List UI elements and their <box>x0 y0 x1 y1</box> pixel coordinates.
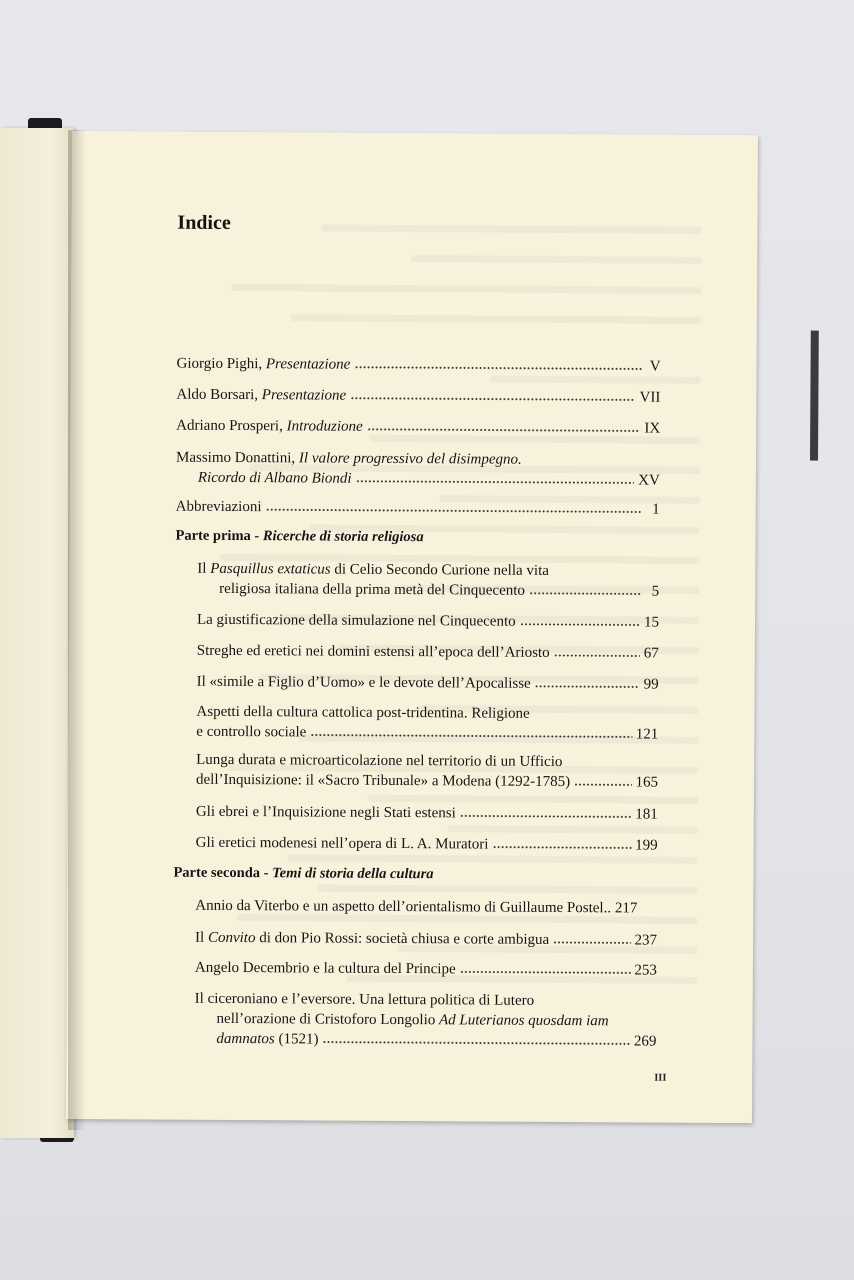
dot-leader <box>310 724 632 738</box>
toc-entry[interactable] <box>196 802 658 825</box>
entry-author: Massimo Donattini, <box>175 449 296 467</box>
toc-entry[interactable] <box>177 354 661 377</box>
entry-title: Il «simile a Figlio d’Uomo» e le devote dell’Apocalisse <box>196 673 531 692</box>
entry-title-continued: nell’orazione di Cristoforo Longolio Ad Luterianos quosdam iam <box>216 1010 609 1030</box>
entry-title-continued: Ricordo di Albano Biondi <box>197 469 352 487</box>
entry-title: Angelo Decembrio e la cultura del Principe <box>194 959 456 978</box>
dot-leader <box>350 388 635 402</box>
dot-leader <box>356 471 635 485</box>
toc-entry[interactable] <box>196 833 658 856</box>
entry-title: Introduzione <box>286 418 363 435</box>
part-label: Parte prima - <box>175 527 263 545</box>
dot-leader <box>520 614 640 627</box>
page-number: 15 <box>643 614 660 631</box>
entry-title: Il Convito di don Pio Rossi: società chiusa e corte ambigua <box>195 929 550 948</box>
page-number: 253 <box>634 962 657 979</box>
page-number: 237 <box>634 932 658 949</box>
part-title: Ricerche di storia religiosa <box>262 528 424 546</box>
part-label: Parte seconda - <box>173 864 273 882</box>
spine-shadow <box>68 130 86 1130</box>
show-through-line <box>181 272 701 305</box>
entry-title: Lunga durata e microarticolazione nel territorio di un Ufficio <box>196 751 563 771</box>
toc-entry[interactable] <box>196 750 658 793</box>
dot-leader <box>553 932 630 944</box>
dot-leader <box>265 499 641 513</box>
dot-leader <box>323 1032 630 1046</box>
toc-entry[interactable] <box>176 448 660 491</box>
dot-leader <box>460 961 631 974</box>
page-number: VII <box>639 389 661 406</box>
dot-leader <box>492 837 631 850</box>
show-through-line <box>181 302 701 335</box>
entry-title: Il valore progressivo del disimpegno. <box>298 450 522 468</box>
page-number: V <box>649 358 661 375</box>
page-number: 121 <box>635 726 659 743</box>
toc-entry[interactable] <box>176 497 660 520</box>
entry-title-continued: dell’Inquisizione: il «Sacro Tribunale» a Modena (1292-1785) <box>195 771 571 791</box>
entry-title-continued: damnatos (1521) <box>216 1030 319 1048</box>
page-number: XV <box>638 472 660 489</box>
toc-entry[interactable] <box>194 989 656 1052</box>
toc-entry[interactable] <box>195 896 657 919</box>
toc-entry[interactable] <box>176 416 660 439</box>
dot-leader <box>354 357 642 371</box>
table-of-contents <box>173 354 661 1050</box>
entry-title: Annio da Viterbo e un aspetto dell’orientalismo di Guillaume Postel.. <box>195 897 612 917</box>
entry-title: La giustificazione della simulazione nel Cinquecento <box>196 611 516 630</box>
toc-entry[interactable] <box>197 559 659 602</box>
entry-title: Gli ebrei e l’Inquisizione negli Stati estensi <box>195 803 456 822</box>
toc-entry[interactable] <box>197 610 659 633</box>
toc-entry[interactable] <box>197 641 659 664</box>
show-through-line <box>181 212 701 245</box>
page-number: 269 <box>633 1033 657 1050</box>
entry-title: Abbreviazioni <box>175 498 262 516</box>
page-number: 217 <box>614 900 638 917</box>
dot-leader <box>535 676 640 689</box>
dot-leader <box>367 419 641 433</box>
entry-title: Il Pasquillus extaticus di Celio Secondo Curione nella vita <box>197 560 549 579</box>
page-number: 67 <box>643 645 659 662</box>
book-back-cover <box>810 331 819 461</box>
entry-title-continued: e controllo sociale <box>196 723 307 741</box>
page-folio: III <box>654 1072 667 1084</box>
page-number: 5 <box>651 583 660 600</box>
page-number: IX <box>644 420 661 437</box>
entry-title-continued: religiosa italiana della prima metà del Cinquecento <box>219 580 525 599</box>
entry-title: Gli eretici modenesi nell’opera di L. A. Muratori <box>195 834 489 853</box>
entry-title: Il ciceroniano e l’eversore. Una lettura politica di Lutero <box>194 990 535 1009</box>
dot-leader <box>529 583 641 596</box>
page-number: 1 <box>652 501 660 518</box>
part-heading <box>173 865 433 884</box>
entry-title: Presentazione <box>261 387 347 404</box>
part-heading <box>175 528 423 547</box>
part-title: Temi di storia della cultura <box>272 865 434 883</box>
toc-entry[interactable] <box>195 958 657 981</box>
toc-entry[interactable] <box>196 702 658 745</box>
page-number: 181 <box>635 806 658 823</box>
dot-leader <box>574 774 631 786</box>
entry-author: Adriano Prosperi, <box>176 417 283 435</box>
page-title: Indice <box>177 211 231 234</box>
entry-title: Streghe ed eretici nei domini estensi all’epoca dell’Ariosto <box>196 642 550 661</box>
toc-entry[interactable] <box>195 928 657 951</box>
entry-title: Presentazione <box>265 356 351 373</box>
dot-leader <box>460 805 632 818</box>
show-through-line <box>181 242 701 275</box>
dot-leader <box>554 645 640 658</box>
book-page <box>66 131 758 1123</box>
left-page-edge <box>0 128 74 1138</box>
toc-entry[interactable] <box>176 385 660 408</box>
page-number: 165 <box>635 774 659 791</box>
page-number: 99 <box>643 676 659 693</box>
entry-title: Aspetti della cultura cattolica post-tridentina. Religione <box>196 703 530 722</box>
entry-author: Aldo Borsari, <box>176 386 259 404</box>
entry-author: Giorgio Pighi, <box>176 355 263 373</box>
page-number: 199 <box>635 837 658 854</box>
toc-entry[interactable] <box>197 672 659 695</box>
